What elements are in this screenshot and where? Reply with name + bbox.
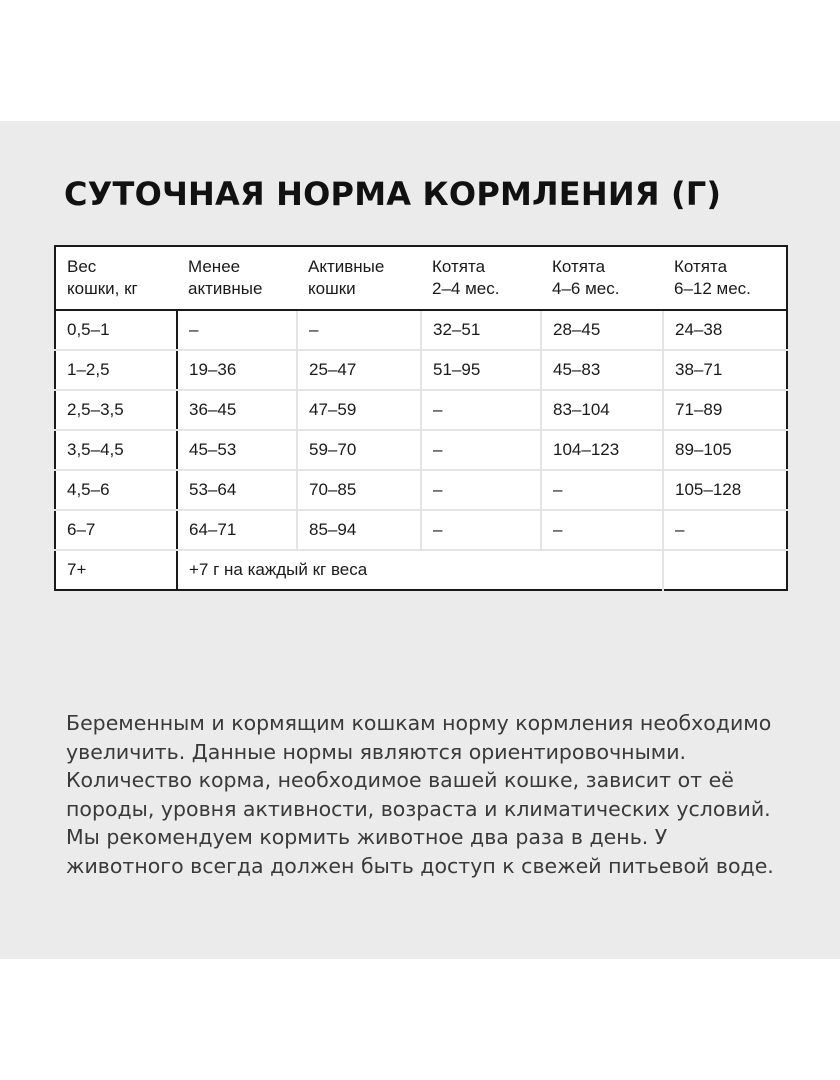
table-cell: 25–47: [297, 350, 421, 390]
table-row-extra-weight: [55, 550, 787, 590]
table-cell: 89–105: [663, 430, 787, 470]
table-cell: 24–38: [663, 310, 787, 350]
table-row: [55, 350, 787, 390]
table-cell: 85–94: [297, 510, 421, 550]
table-cell: 6–7: [55, 510, 177, 550]
table-cell: 45–83: [541, 350, 663, 390]
table-cell: 7+: [55, 550, 177, 590]
header-active: [297, 246, 421, 310]
table-cell: 70–85: [297, 470, 421, 510]
table-cell: 71–89: [663, 390, 787, 430]
header-line: кошки: [308, 279, 356, 298]
header-kittens-4-6: [541, 246, 663, 310]
table-cell: 83–104: [541, 390, 663, 430]
table-row: [55, 430, 787, 470]
table-cell: 47–59: [297, 390, 421, 430]
table-cell: 4,5–6: [55, 470, 177, 510]
table-cell: 2,5–3,5: [55, 390, 177, 430]
page-title: СУТОЧНАЯ НОРМА КОРМЛЕНИЯ (Г): [64, 175, 722, 213]
table-cell: –: [297, 310, 421, 350]
table-cell: 0,5–1: [55, 310, 177, 350]
table-cell: 105–128: [663, 470, 787, 510]
header-kittens-2-4: [421, 246, 541, 310]
header-line: Котята: [674, 257, 728, 276]
table-row: [55, 390, 787, 430]
per-kg-note-cell: +7 г на каждый кг веса: [189, 560, 368, 579]
table-cell: 28–45: [541, 310, 663, 350]
table-cell: –: [541, 470, 663, 510]
table-cell: 104–123: [541, 430, 663, 470]
header-line: Вес: [67, 257, 97, 276]
header-kittens-6-12: [663, 246, 787, 310]
header-line: Котята: [432, 257, 486, 276]
header-line: Котята: [552, 257, 606, 276]
feeding-note: Беременным и кормящим кошкам норму кормления необходимо увеличить. Данные нормы являются ориентировочными. Количество корма, необходимое вашей кошке, зависит от её породы, уровня активности, возраста и климатических условий. Мы рекомендуем кормить животное два раза в день. У животного всегда должен быть доступ к свежей питьевой воде.: [66, 711, 774, 878]
header-line: кошки, кг: [67, 279, 138, 298]
table-row: [55, 510, 787, 550]
table-cell: 45–53: [177, 430, 297, 470]
table-header-row: [55, 246, 787, 310]
table-cell: 59–70: [297, 430, 421, 470]
table-cell: 3,5–4,5: [55, 430, 177, 470]
header-line: 6–12 мес.: [674, 279, 751, 298]
header-line: активные: [188, 279, 263, 298]
header-weight: [55, 246, 177, 310]
table-cell: –: [663, 510, 787, 550]
table-cell: –: [421, 430, 541, 470]
table-cell: 32–51: [421, 310, 541, 350]
header-line: Активные: [308, 257, 385, 276]
header-less-active: [177, 246, 297, 310]
header-line: 2–4 мес.: [432, 279, 500, 298]
table-cell: 53–64: [177, 470, 297, 510]
table-cell: 64–71: [177, 510, 297, 550]
table-cell: –: [421, 390, 541, 430]
table-cell: –: [177, 310, 297, 350]
table-cell: 1–2,5: [55, 350, 177, 390]
table-cell: –: [421, 510, 541, 550]
feeding-table: [54, 245, 788, 591]
table-cell: –: [421, 470, 541, 510]
table-row: [55, 470, 787, 510]
empty-cell: [663, 550, 787, 590]
header-line: 4–6 мес.: [552, 279, 620, 298]
table-cell: 19–36: [177, 350, 297, 390]
table-cell: 38–71: [663, 350, 787, 390]
table-row: [55, 310, 787, 350]
table-cell: 36–45: [177, 390, 297, 430]
table-cell: 51–95: [421, 350, 541, 390]
header-line: Менее: [188, 257, 241, 276]
table-cell: –: [541, 510, 663, 550]
